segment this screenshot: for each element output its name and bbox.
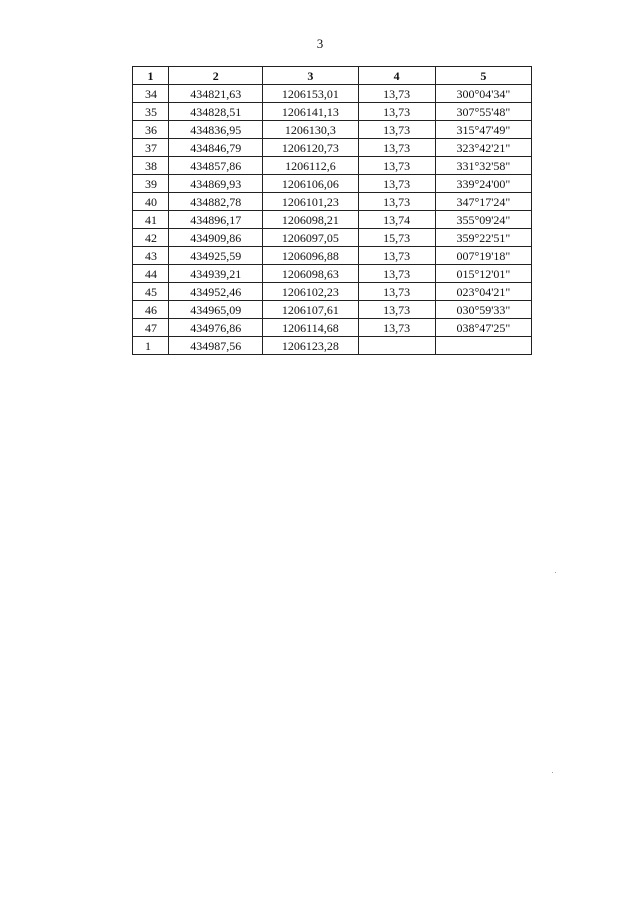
table-cell: 1206102,23 xyxy=(263,283,358,301)
table-cell: 007°19'18" xyxy=(435,247,531,265)
table-row xyxy=(133,319,532,337)
table-cell xyxy=(435,337,531,355)
table-row xyxy=(133,247,532,265)
table-cell: 35 xyxy=(133,103,169,121)
table-cell: 1206096,88 xyxy=(263,247,358,265)
table-cell: 030°59'33" xyxy=(435,301,531,319)
table-row xyxy=(133,283,532,301)
column-header: 2 xyxy=(169,67,263,85)
table-cell: 13,73 xyxy=(358,247,435,265)
table-cell: 13,73 xyxy=(358,85,435,103)
table-row xyxy=(133,337,532,355)
table-cell: 15,73 xyxy=(358,229,435,247)
table-cell: 45 xyxy=(133,283,169,301)
table-cell: 307°55'48" xyxy=(435,103,531,121)
table-cell: 40 xyxy=(133,193,169,211)
table-cell: 323°42'21" xyxy=(435,139,531,157)
table-cell: 434882,78 xyxy=(169,193,263,211)
table-cell: 1206107,61 xyxy=(263,301,358,319)
table-cell: 1 xyxy=(133,337,169,355)
table-cell: 13,73 xyxy=(358,121,435,139)
column-header: 5 xyxy=(435,67,531,85)
table-cell: 1206130,3 xyxy=(263,121,358,139)
table-cell: 13,73 xyxy=(358,139,435,157)
table-cell: 434821,63 xyxy=(169,85,263,103)
table-row xyxy=(133,175,532,193)
table-cell: 41 xyxy=(133,211,169,229)
table-cell: 434846,79 xyxy=(169,139,263,157)
table-row xyxy=(133,193,532,211)
table-cell: 13,73 xyxy=(358,283,435,301)
table-cell: 13,73 xyxy=(358,301,435,319)
table-row xyxy=(133,121,532,139)
table-cell: 13,74 xyxy=(358,211,435,229)
table-row xyxy=(133,211,532,229)
table-cell: 434925,59 xyxy=(169,247,263,265)
table-cell: 43 xyxy=(133,247,169,265)
table-cell: 434869,93 xyxy=(169,175,263,193)
column-header: 1 xyxy=(133,67,169,85)
table-cell: 13,73 xyxy=(358,103,435,121)
table-row xyxy=(133,229,532,247)
table-cell: 434939,21 xyxy=(169,265,263,283)
table-cell: 1206141,13 xyxy=(263,103,358,121)
table-cell: 1206120,73 xyxy=(263,139,358,157)
table-cell: 434836,95 xyxy=(169,121,263,139)
column-header: 4 xyxy=(358,67,435,85)
coordinates-table xyxy=(132,66,532,355)
table-cell: 1206098,21 xyxy=(263,211,358,229)
table-cell: 434857,86 xyxy=(169,157,263,175)
scan-speck xyxy=(552,772,553,773)
table-cell: 434828,51 xyxy=(169,103,263,121)
table-cell: 434896,17 xyxy=(169,211,263,229)
table-cell: 46 xyxy=(133,301,169,319)
page-number: 3 xyxy=(316,36,324,51)
scan-speck xyxy=(555,572,556,573)
table-cell: 34 xyxy=(133,85,169,103)
table-cell: 359°22'51" xyxy=(435,229,531,247)
table-cell: 1206106,06 xyxy=(263,175,358,193)
table-cell: 434952,46 xyxy=(169,283,263,301)
table-cell xyxy=(358,337,435,355)
table-row xyxy=(133,301,532,319)
table-cell: 315°47'49" xyxy=(435,121,531,139)
table-row xyxy=(133,85,532,103)
table-cell: 038°47'25" xyxy=(435,319,531,337)
table-row xyxy=(133,265,532,283)
table-cell: 331°32'58" xyxy=(435,157,531,175)
table-cell: 300°04'34" xyxy=(435,85,531,103)
table-cell: 13,73 xyxy=(358,319,435,337)
table-cell: 37 xyxy=(133,139,169,157)
table-header-row xyxy=(133,67,532,85)
table-cell: 347°17'24" xyxy=(435,193,531,211)
table-row xyxy=(133,103,532,121)
table-cell: 339°24'00" xyxy=(435,175,531,193)
table-cell: 1206114,68 xyxy=(263,319,358,337)
table-cell: 38 xyxy=(133,157,169,175)
table-cell: 39 xyxy=(133,175,169,193)
table-cell: 434987,56 xyxy=(169,337,263,355)
column-header: 3 xyxy=(263,67,358,85)
table-cell: 015°12'01" xyxy=(435,265,531,283)
table-cell: 1206112,6 xyxy=(263,157,358,175)
table-cell: 434909,86 xyxy=(169,229,263,247)
table-cell: 434965,09 xyxy=(169,301,263,319)
table-row xyxy=(133,157,532,175)
table-cell: 44 xyxy=(133,265,169,283)
table-cell: 13,73 xyxy=(358,175,435,193)
table-cell: 1206123,28 xyxy=(263,337,358,355)
table-cell: 1206153,01 xyxy=(263,85,358,103)
table-cell: 36 xyxy=(133,121,169,139)
table-cell: 47 xyxy=(133,319,169,337)
table-row xyxy=(133,139,532,157)
table-cell: 42 xyxy=(133,229,169,247)
table-cell: 434976,86 xyxy=(169,319,263,337)
table-body xyxy=(133,85,532,355)
table-cell: 13,73 xyxy=(358,265,435,283)
table-cell: 1206101,23 xyxy=(263,193,358,211)
table-cell: 023°04'21" xyxy=(435,283,531,301)
table-cell: 1206098,63 xyxy=(263,265,358,283)
table-cell: 13,73 xyxy=(358,157,435,175)
table-cell: 355°09'24" xyxy=(435,211,531,229)
table-cell: 1206097,05 xyxy=(263,229,358,247)
table-cell: 13,73 xyxy=(358,193,435,211)
